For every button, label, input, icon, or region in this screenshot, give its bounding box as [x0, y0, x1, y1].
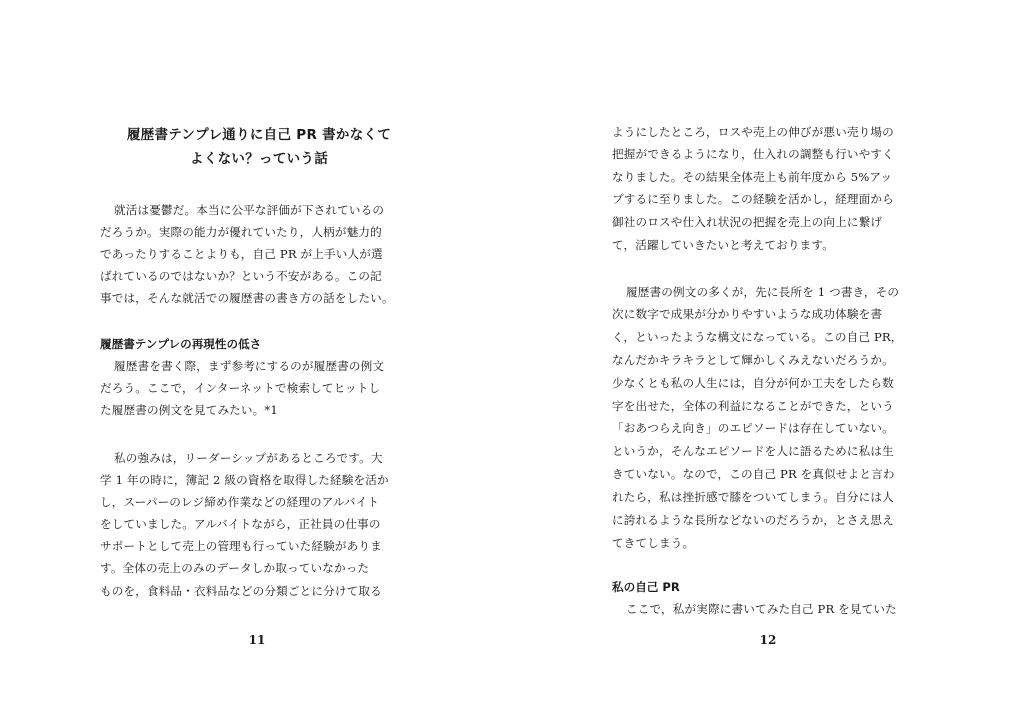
intro-line: ばれているのではないか？という不安がある。この記 — [100, 269, 382, 283]
paragraph-line: なんだかキラキラとして輝かしくみえないだろうか。 — [612, 353, 894, 367]
quote-line: 私の強みは，リーダーシップがあるところです。大 — [114, 451, 383, 465]
section-line: た履歴書の例文を見てみたい。*1 — [100, 403, 278, 417]
section-heading: 私の自己 PR — [612, 580, 680, 594]
section-heading: 履歴書テンプレの再現性の低さ — [100, 337, 262, 351]
paragraph-line: れたら，私は挫折感で膝をついてしまう。自分には人 — [612, 490, 894, 504]
continued-line: 御社のロスや仕入れ状況の把握を売上の向上に繋げ — [612, 215, 883, 229]
intro-line: だろうか。実際の能力が優れていたり，人柄が魅力的 — [100, 225, 382, 239]
section-line: ここで，私が実際に書いてみた自己 PR を見ていた — [626, 602, 897, 616]
paragraph-line: 少なくとも私の人生には，自分が何か工夫をしたら数 — [612, 376, 894, 390]
article-title — [100, 123, 418, 171]
continued-line: なりました。その結果全体売上も前年度から 5%アッ — [612, 170, 893, 184]
paragraph-line: に誇れるような長所などないのだろうか，とさえ思え — [612, 513, 894, 527]
paragraph-line: というか，そんなエピソードを人に語るために私は生 — [612, 444, 894, 458]
continued-line: プするに至りました。この経験を活かし，経理面から — [612, 192, 894, 206]
paragraph-line: 「おあつらえ向き」のエピソードは存在していない。 — [612, 421, 894, 435]
intro-line: であったりすることよりも，自己 PR が上手い人が選 — [100, 247, 383, 261]
paragraph-line: きていない。なので，この自己 PR を真似せよと言わ — [612, 467, 895, 481]
title-line: よくない？っていう話 — [190, 151, 328, 167]
section-line: だろう。ここで，インターネットで検索してヒットし — [100, 381, 381, 395]
intro-line: 就活は憂鬱だ。本当に公平な評価が下されているの — [114, 203, 385, 217]
quote-line: サポートとして売上の管理も行っていた経験がありま — [100, 539, 382, 553]
quote-line: し，スーパーのレジ締め作業などの経理のアルバイト — [100, 495, 380, 509]
quote-line: 学 1 年の時に，簿記 2 級の資格を取得した経験を活か — [100, 473, 389, 487]
quote-line: ものを，食料品・衣料品などの分類ごとに分けて取る — [100, 584, 382, 598]
continued-line: 把握ができるようになり，仕入れの調整も行いやすく — [612, 147, 894, 161]
paragraph-line: 履歴書の例文の多くが，先に長所を 1 つ書き，その — [626, 285, 900, 299]
quote-line: す。全体の売上のみのデータしか取っていなかった — [100, 561, 370, 575]
page-number: 11 — [248, 633, 266, 647]
page-number: 12 — [759, 633, 777, 647]
intro-line: 事では，そんな就活での履歴書の書き方の話をしたい。 — [100, 291, 394, 305]
continued-line: ようにしたところ，ロスや売上の伸びが悪い売り場の — [612, 125, 894, 139]
paragraph-line: 次に数字で成果が分かりやすいような成功体験を書 — [612, 307, 883, 321]
quote-line: をしていました。アルバイトながら，正社員の仕事の — [100, 517, 381, 531]
title-line: 履歴書テンプレ通りに自己 PR 書かなくて — [126, 127, 392, 143]
paragraph-line: 字を出せた，全体の利益になることができた，という — [612, 399, 894, 413]
left-page — [100, 0, 418, 724]
paragraph-line: く，といったような構文になっている。この自己 PR， — [612, 330, 903, 344]
continued-line: て，活躍していきたいと考えております。 — [612, 238, 834, 252]
right-page — [612, 0, 924, 724]
section-line: 履歴書を書く際，まず参考にするのが履歴書の例文 — [114, 359, 385, 373]
paragraph-line: てきてしまう。 — [612, 536, 695, 550]
